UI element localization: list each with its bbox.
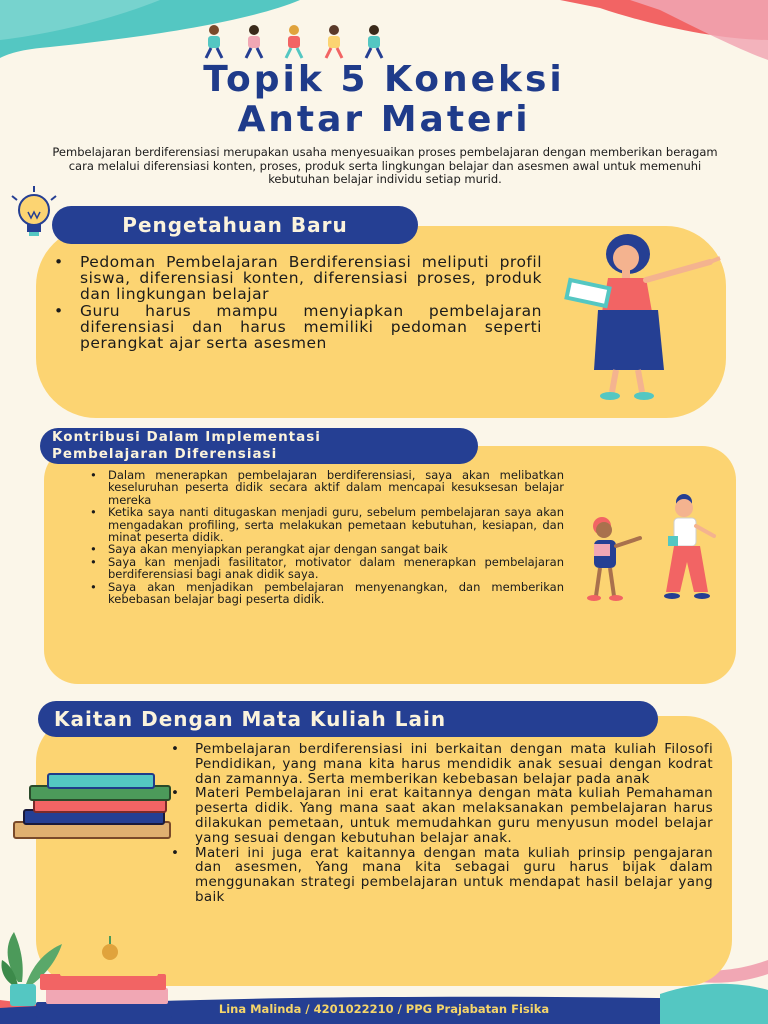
list-item: • Saya akan menyiapkan perangkat ajar dengan sangat baik — [108, 543, 564, 555]
title-line-2: Antar Materi — [237, 99, 531, 140]
footer-credit: Lina Malinda / 4201022210 / PPG Prajabatan Fisika — [218, 1002, 550, 1016]
section-2-heading-line-1: Kontribusi Dalam Implementasi — [52, 429, 321, 445]
teacher-with-book-icon — [560, 230, 730, 406]
list-item: • Materi Pembelajaran ini erat kaitannya dengan mata kuliah Pemahaman peserta didik. Yang mana saat akan melaksanakan pembelajaran harus dilakukan pemetaan, untuk memudahkan guru menyusun model belajar yang sesuai dengan kebutuhan belajar anak. — [195, 786, 713, 845]
section-2-list — [108, 469, 564, 605]
section-2-heading — [40, 428, 478, 464]
students-talking-icon — [580, 492, 740, 604]
list-item: • Materi ini juga erat kaitannya dengan mata kuliah prinsip pengajaran dan asesmen, Yang mana kita sebagai guru harus bijak dalam menggunakan strategi pembelajaran untuk mendapat hasil belajar yang baik — [195, 846, 713, 905]
page-title — [0, 60, 768, 140]
intro-paragraph: Pembelajaran berdiferensiasi merupakan usaha menyesuaikan proses pembelajaran dengan memberikan beragam cara melalui diferensiasi konten, proses, produk serta lingkungan belajar dan asesmen awal untuk memenuhi kebutuhan belajar individu setiap murid. — [52, 145, 718, 186]
list-item: • Pembelajaran berdiferensiasi ini berkaitan dengan mata kuliah Filosofi Pendidikan, yang mana kita harus mendidik anak sesuai dengan kodrat dan zamannya. Serta memberikan kebebasan belajar pada anak — [195, 742, 713, 786]
list-item: • Pedoman Pembelajaran Berdiferensiasi meliputi profil siswa, diferensiasi konten, diferensiasi proses, produk dan lingkungan belajar — [80, 254, 542, 303]
stacked-books-icon — [8, 772, 176, 842]
title-line-1: Topik 5 Koneksi — [203, 59, 565, 100]
list-item: • Ketika saya nanti ditugaskan menjadi guru, sebelum pembelajaran saya akan mengadakan profiling, serta melakukan pemetaan kebutuhan, kesiapan, dan minat peserta didik. — [108, 506, 564, 543]
list-item: • Saya kan menjadi fasilitator, motivator dalam menerapkan pembelajaran berdiferensiasi bagi anak didik saya. — [108, 556, 564, 581]
section-1-list — [80, 254, 542, 351]
list-item: • Saya akan menjadikan pembelajaran menyenangkan, dan memberikan kebebasan belajar bagi peserta didik. — [108, 581, 564, 606]
section-2-heading-line-2: Pembelajaran Diferensiasi — [52, 446, 278, 462]
section-1-heading: Pengetahuan Baru — [52, 206, 418, 244]
section-3-heading: Kaitan Dengan Mata Kuliah Lain — [38, 701, 658, 737]
list-item: • Guru harus mampu menyiapkan pembelajaran diferensiasi dan harus memiliki pedoman seperti perangkat ajar serta asesmen — [80, 303, 542, 352]
section-3-list — [195, 742, 713, 905]
list-item: • Dalam menerapkan pembelajaran berdiferensiasi, saya akan melibatkan keseluruhan peserta didik secara aktif dalam mencapai kesuksesan belajar mereka — [108, 469, 564, 506]
children-walking-icon — [196, 22, 396, 60]
